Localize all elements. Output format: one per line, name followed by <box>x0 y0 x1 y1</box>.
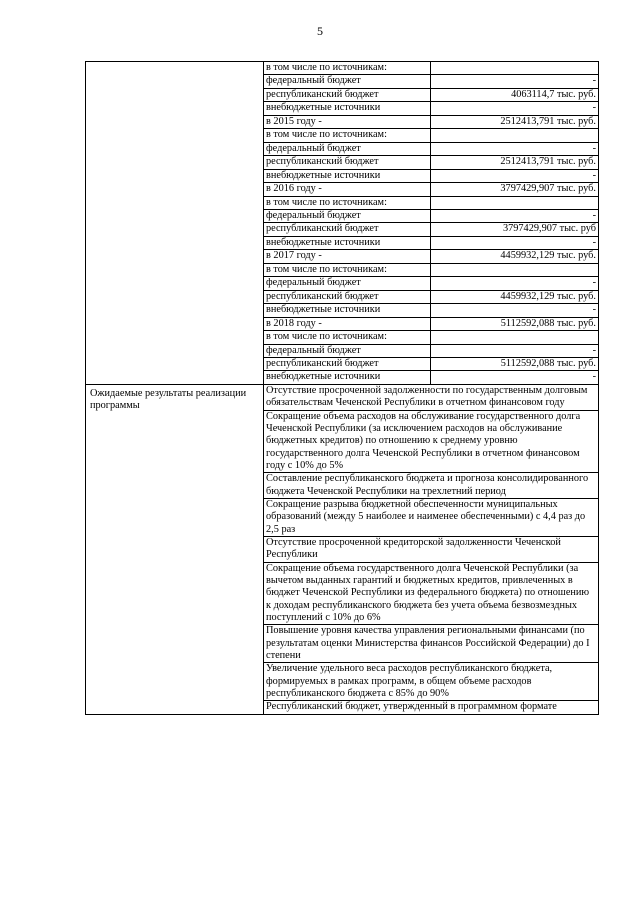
financing-item-value <box>431 62 599 75</box>
financing-item-label: республиканский бюджет <box>264 357 431 370</box>
results-label-cell <box>86 384 264 714</box>
financing-row <box>86 62 599 75</box>
financing-item-value: 4459932,129 тыс. руб. <box>431 290 599 303</box>
financing-item-value: - <box>431 344 599 357</box>
expected-result: Повышение уровня качества управления региональными финансами (по результатам оценки Министерства финансов Российской Федерации) до I степени <box>264 625 599 663</box>
financing-item-value: - <box>431 277 599 290</box>
financing-item-label: федеральный бюджет <box>264 209 431 222</box>
financing-item-value: - <box>431 75 599 88</box>
financing-item-value: 3797429,907 тыс. руб <box>431 223 599 236</box>
results-section <box>86 384 599 714</box>
financing-item-label: республиканский бюджет <box>264 156 431 169</box>
expected-result: Увеличение удельного веса расходов республиканского бюджета, формируемых в рамках программ, в общем объеме расходов республиканского бюджета с 85% до 90% <box>264 663 599 701</box>
financing-item-value: - <box>431 102 599 115</box>
financing-item-label: в 2016 году - <box>264 183 431 196</box>
financing-item-label: внебюджетные источники <box>264 102 431 115</box>
financing-item-value: - <box>431 236 599 249</box>
financing-item-label: внебюджетные источники <box>264 236 431 249</box>
financing-item-label: республиканский бюджет <box>264 223 431 236</box>
financing-item-label: в 2017 году - <box>264 250 431 263</box>
financing-item-label: федеральный бюджет <box>264 344 431 357</box>
results-label: Ожидаемые результаты реализации программы <box>90 387 247 412</box>
financing-item-label: в 2018 году - <box>264 317 431 330</box>
expected-result: Отсутствие просроченной кредиторской задолженности Чеченской Республики <box>264 537 599 563</box>
financing-item-label: внебюджетные источники <box>264 169 431 182</box>
page-number: 5 <box>317 24 323 38</box>
financing-item-value: - <box>431 371 599 384</box>
financing-item-value <box>431 129 599 142</box>
financing-item-value: 3797429,907 тыс. руб. <box>431 183 599 196</box>
financing-item-label: федеральный бюджет <box>264 75 431 88</box>
financing-item-label: в том числе по источникам: <box>264 263 431 276</box>
financing-item-label: в том числе по источникам: <box>264 62 431 75</box>
financing-item-value: - <box>431 169 599 182</box>
financing-item-value <box>431 196 599 209</box>
expected-result: Отсутствие просроченной задолженности по государственным долговым обязательствам Чеченской Республики в отчетном финансовом году <box>264 384 599 410</box>
financing-item-value: 4459932,129 тыс. руб. <box>431 250 599 263</box>
financing-item-value: - <box>431 142 599 155</box>
financing-item-value: - <box>431 209 599 222</box>
financing-item-label: в том числе по источникам: <box>264 196 431 209</box>
financing-item-value: 2512413,791 тыс. руб. <box>431 115 599 128</box>
expected-result: Сокращение разрыва бюджетной обеспеченности муниципальных образований (между 5 наиболее и наименее обеспеченными) с 4,4 раз до 2,5 раз <box>264 498 599 536</box>
financing-item-label: в том числе по источникам: <box>264 331 431 344</box>
expected-result: Республиканский бюджет, утвержденный в программном формате <box>264 701 599 714</box>
program-passport-table <box>85 61 599 715</box>
financing-item-label: республиканский бюджет <box>264 290 431 303</box>
expected-result: Сокращение объема расходов на обслуживание государственного долга Чеченской Республики (за исключением расходов на обслуживание бюджетных кредитов) по отношению к среднему уровню государственного долга Чеченской Республики в отчетном финансовом году с 10% до 5% <box>264 410 599 473</box>
result-row <box>86 384 599 410</box>
financing-item-label: внебюджетные источники <box>264 371 431 384</box>
expected-result: Составление республиканского бюджета и прогноза консолидированного бюджета Чеченской Республики на трехлетний период <box>264 473 599 499</box>
financing-item-label: в 2015 году - <box>264 115 431 128</box>
financing-item-value <box>431 331 599 344</box>
financing-item-label: внебюджетные источники <box>264 304 431 317</box>
financing-item-value <box>431 263 599 276</box>
financing-item-value: - <box>431 304 599 317</box>
financing-item-value: 5112592,088 тыс. руб. <box>431 357 599 370</box>
financing-label-cell <box>86 62 264 385</box>
financing-item-label: федеральный бюджет <box>264 277 431 290</box>
financing-item-value: 4063114,7 тыс. руб. <box>431 88 599 101</box>
financing-item-value: 5112592,088 тыс. руб. <box>431 317 599 330</box>
financing-section <box>86 62 599 385</box>
financing-item-label: республиканский бюджет <box>264 88 431 101</box>
financing-item-label: федеральный бюджет <box>264 142 431 155</box>
expected-result: Сокращение объема государственного долга Чеченской Республики (за вычетом выданных гарантий и бюджетных кредитов, привлеченных в бюджет Чеченской Республики из федерального бюджета) по отношению к доходам республиканского бюджета без учета объема безвозмездных поступлений с 10% до 6% <box>264 562 599 625</box>
financing-item-value: 2512413,791 тыс. руб. <box>431 156 599 169</box>
financing-item-label: в том числе по источникам: <box>264 129 431 142</box>
